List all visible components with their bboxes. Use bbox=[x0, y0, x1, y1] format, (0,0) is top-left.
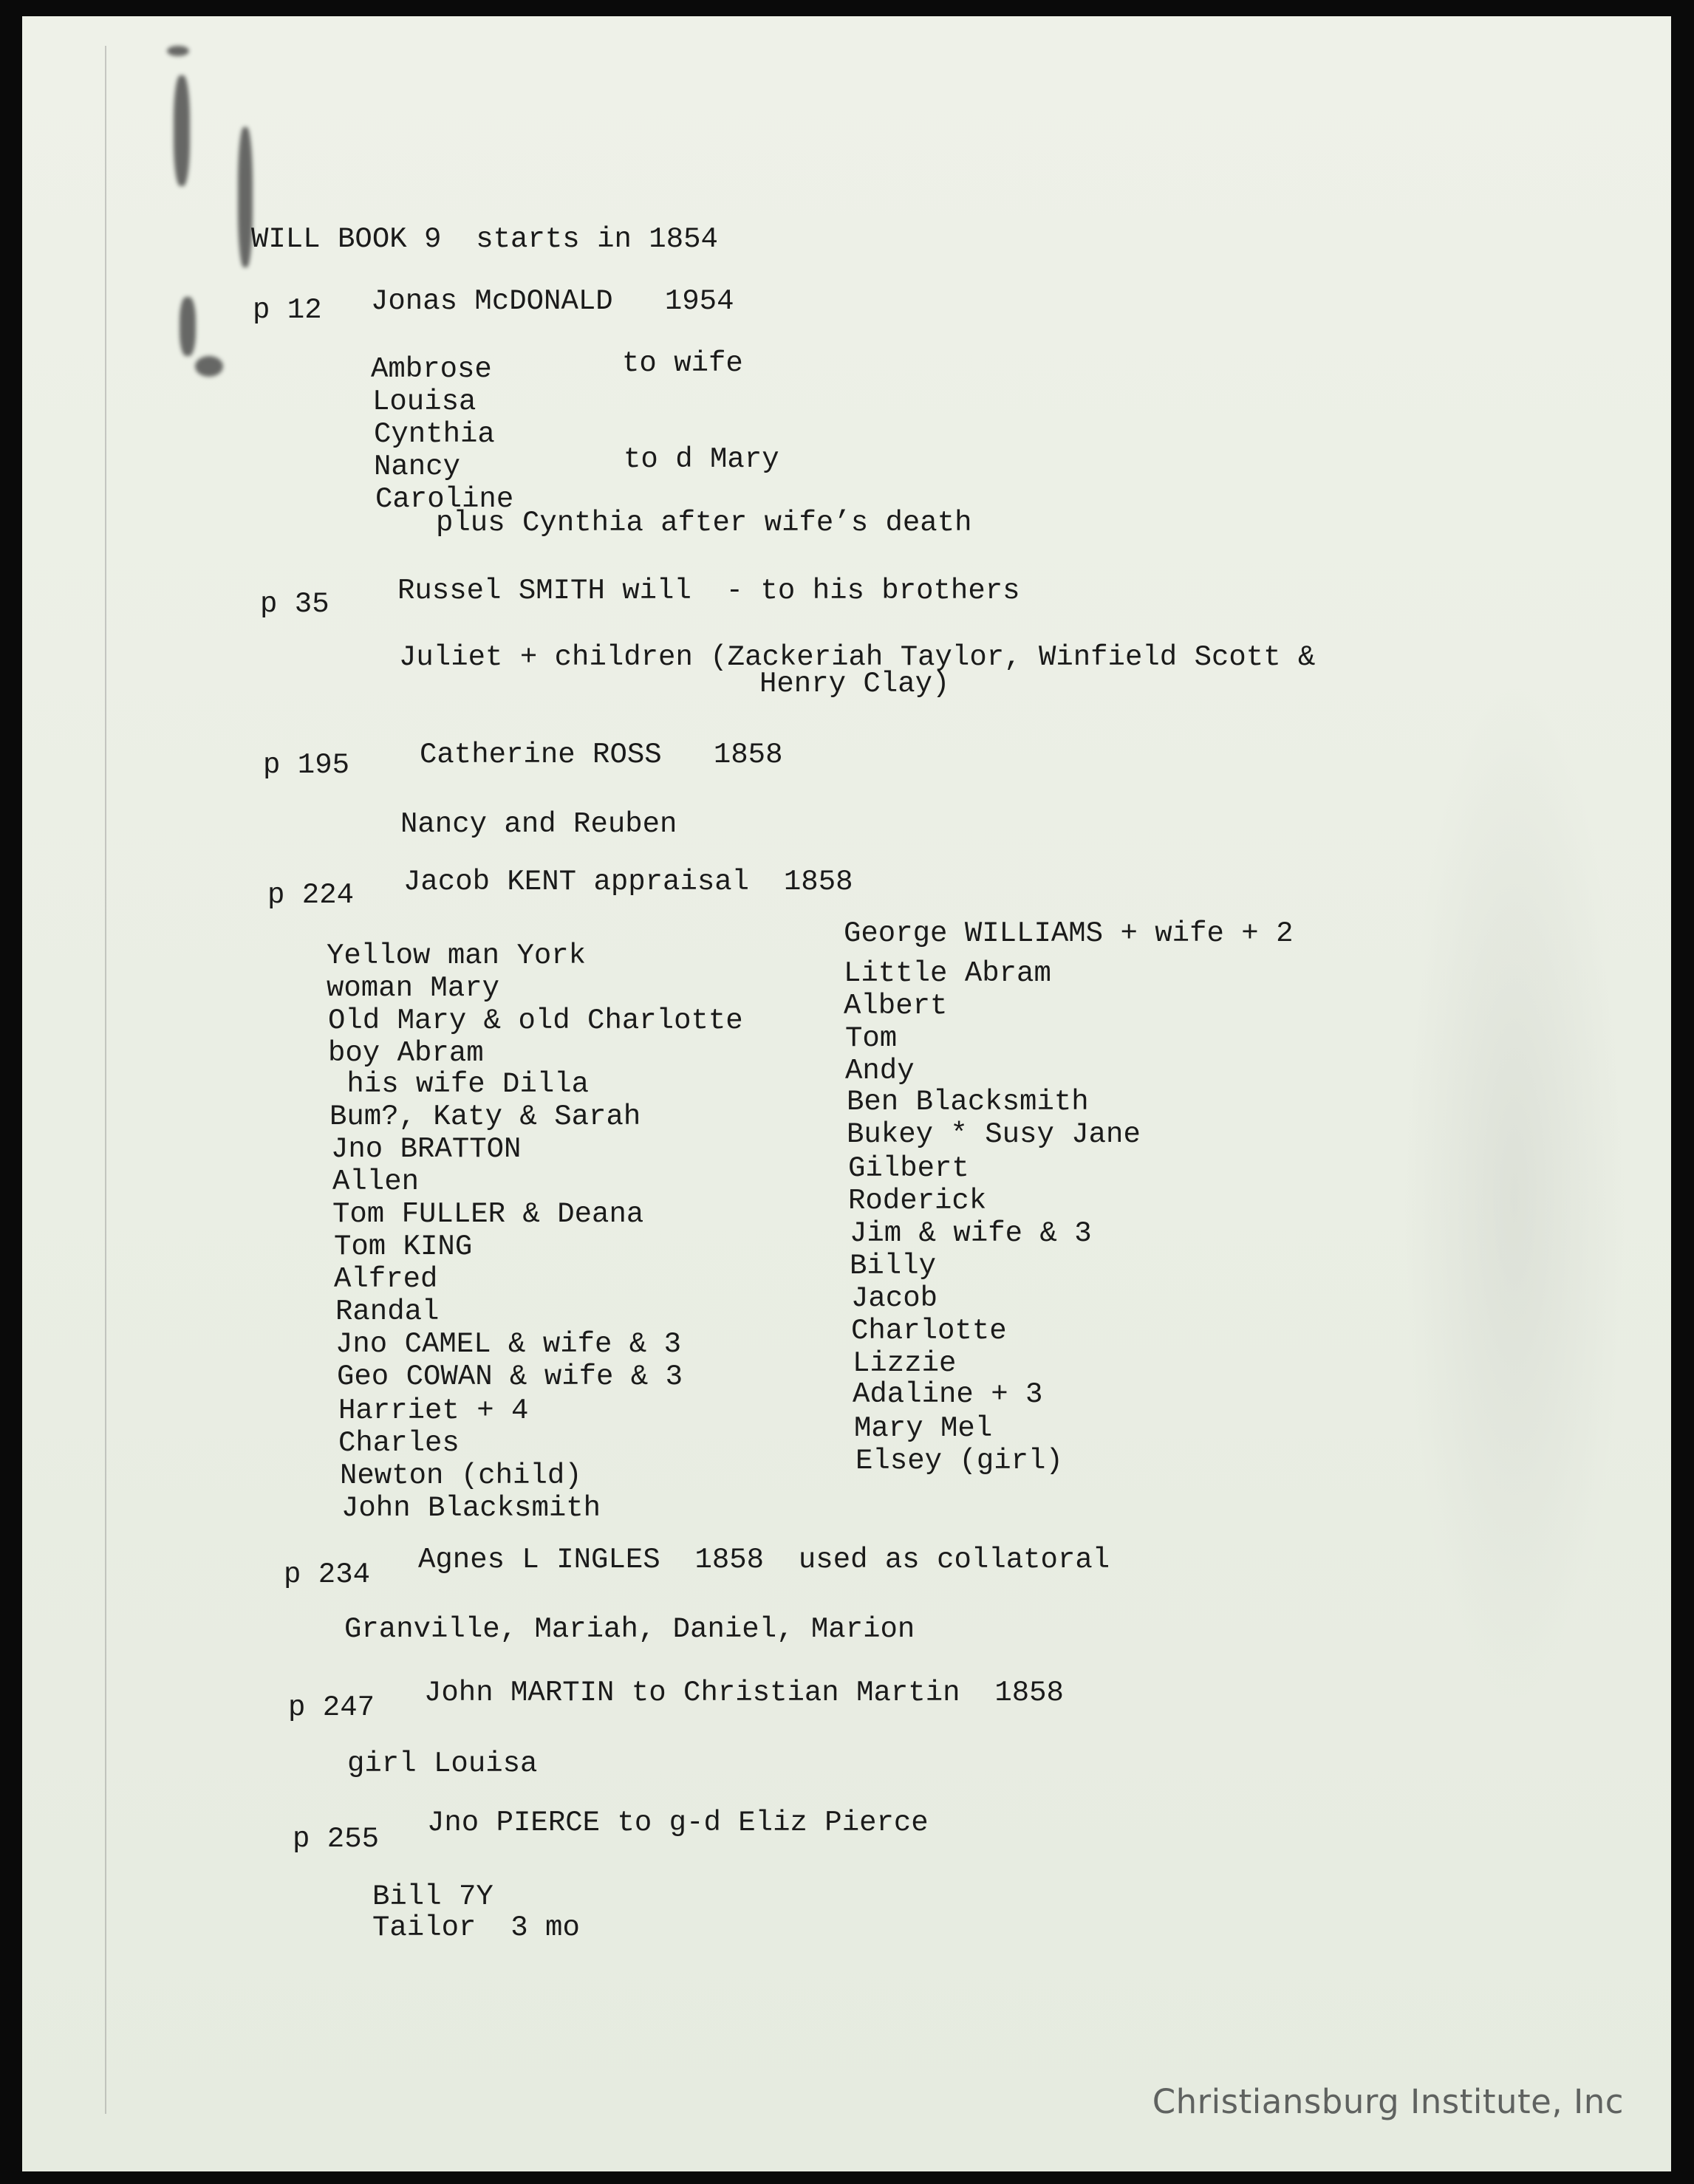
list-item: Charlotte bbox=[851, 1315, 1007, 1347]
list-item: Adaline + 3 bbox=[853, 1378, 1043, 1411]
bequest-note: to wife bbox=[622, 347, 743, 380]
binding-mark bbox=[238, 127, 253, 267]
page-ref: p 12 bbox=[253, 294, 322, 326]
margin-line bbox=[105, 46, 106, 2114]
name-line: Tailor 3 mo bbox=[372, 1911, 580, 1944]
list-item: Tom KING bbox=[334, 1230, 473, 1263]
watermark: Christiansburg Institute, Inc bbox=[1152, 2082, 1624, 2121]
name-line: Cynthia bbox=[374, 418, 495, 451]
bequest-note: to d Mary bbox=[624, 443, 779, 476]
list-item: Albert bbox=[844, 990, 948, 1022]
list-item: Jno CAMEL & wife & 3 bbox=[335, 1328, 682, 1360]
list-item: Elsey (girl) bbox=[855, 1445, 1063, 1477]
binding-mark bbox=[180, 297, 196, 356]
list-item: woman Mary bbox=[327, 972, 500, 1004]
list-item: Little Abram bbox=[844, 957, 1051, 990]
entry-heading: Jonas McDONALD 1954 bbox=[371, 285, 734, 318]
list-item: George WILLIAMS + wife + 2 bbox=[844, 917, 1294, 950]
list-item: Old Mary & old Charlotte bbox=[328, 1004, 743, 1037]
name-line: Louisa bbox=[372, 386, 477, 418]
entry-heading: Russel SMITH will - to his brothers bbox=[397, 575, 1020, 607]
extra-note: plus Cynthia after wife’s death bbox=[436, 507, 972, 539]
list-item: Jim & wife & 3 bbox=[850, 1217, 1092, 1250]
name-line: Bill 7Y bbox=[372, 1880, 493, 1913]
list-item: John Blacksmith bbox=[341, 1492, 601, 1524]
list-item: Roderick bbox=[848, 1185, 987, 1217]
entry-heading: John MARTIN to Christian Martin 1858 bbox=[424, 1677, 1064, 1709]
list-item: Bukey * Susy Jane bbox=[847, 1118, 1141, 1151]
list-item: Geo COWAN & wife & 3 bbox=[337, 1360, 683, 1393]
entry-heading: Catherine ROSS 1858 bbox=[420, 739, 783, 771]
entry-heading: Jno PIERCE to g-d Eliz Pierce bbox=[427, 1807, 929, 1839]
list-item: Charles bbox=[338, 1427, 460, 1459]
entry-heading: Jacob KENT appraisal 1858 bbox=[403, 866, 853, 898]
list-item: Newton (child) bbox=[340, 1459, 582, 1492]
list-item: boy Abram bbox=[328, 1037, 484, 1069]
list-item: his wife Dilla bbox=[329, 1068, 590, 1100]
page-ref: p 224 bbox=[267, 879, 355, 911]
list-item: Billy bbox=[850, 1250, 937, 1282]
name-line: Henry Clay) bbox=[759, 668, 950, 700]
name-line: Caroline bbox=[375, 483, 514, 516]
list-item: Mary Mel bbox=[854, 1412, 993, 1445]
page-ref: p 195 bbox=[263, 749, 350, 781]
binding-mark bbox=[167, 46, 189, 56]
name-line: girl Louisa bbox=[347, 1747, 538, 1780]
list-item: Alfred bbox=[334, 1263, 438, 1295]
page-header: WILL BOOK 9 starts in 1854 bbox=[251, 223, 718, 256]
list-item: Yellow man York bbox=[327, 939, 587, 972]
list-item: Jacob bbox=[851, 1282, 938, 1315]
name-line: Nancy bbox=[374, 451, 461, 483]
list-item: Tom bbox=[845, 1022, 898, 1055]
name-line: Granville, Mariah, Daniel, Marion bbox=[344, 1613, 915, 1646]
page-ref: p 255 bbox=[293, 1823, 380, 1855]
name-line: Juliet + children (Zackeriah Taylor, Winfield Scott & bbox=[399, 641, 1316, 674]
entry-heading: Agnes L INGLES 1858 used as collatoral bbox=[418, 1544, 1110, 1576]
list-item: Tom FULLER & Deana bbox=[332, 1198, 644, 1230]
page-ref: p 247 bbox=[288, 1691, 375, 1724]
list-item: Allen bbox=[332, 1165, 420, 1198]
binding-mark bbox=[195, 356, 223, 377]
list-item: Lizzie bbox=[853, 1347, 957, 1380]
list-item: Randal bbox=[335, 1295, 440, 1328]
binding-mark bbox=[174, 75, 190, 186]
list-item: Bum?, Katy & Sarah bbox=[329, 1100, 641, 1133]
list-item: Ben Blacksmith bbox=[847, 1086, 1089, 1118]
list-item: Andy bbox=[845, 1055, 915, 1087]
list-item: Jno BRATTON bbox=[331, 1133, 522, 1165]
page-ref: p 234 bbox=[284, 1558, 371, 1591]
list-item: Harriet + 4 bbox=[338, 1394, 529, 1427]
paper-shadow bbox=[1404, 681, 1625, 1715]
name-line: Nancy and Reuben bbox=[400, 808, 677, 841]
name-line: Ambrose bbox=[371, 353, 492, 386]
page-ref: p 35 bbox=[260, 588, 329, 620]
list-item: Gilbert bbox=[848, 1152, 969, 1185]
